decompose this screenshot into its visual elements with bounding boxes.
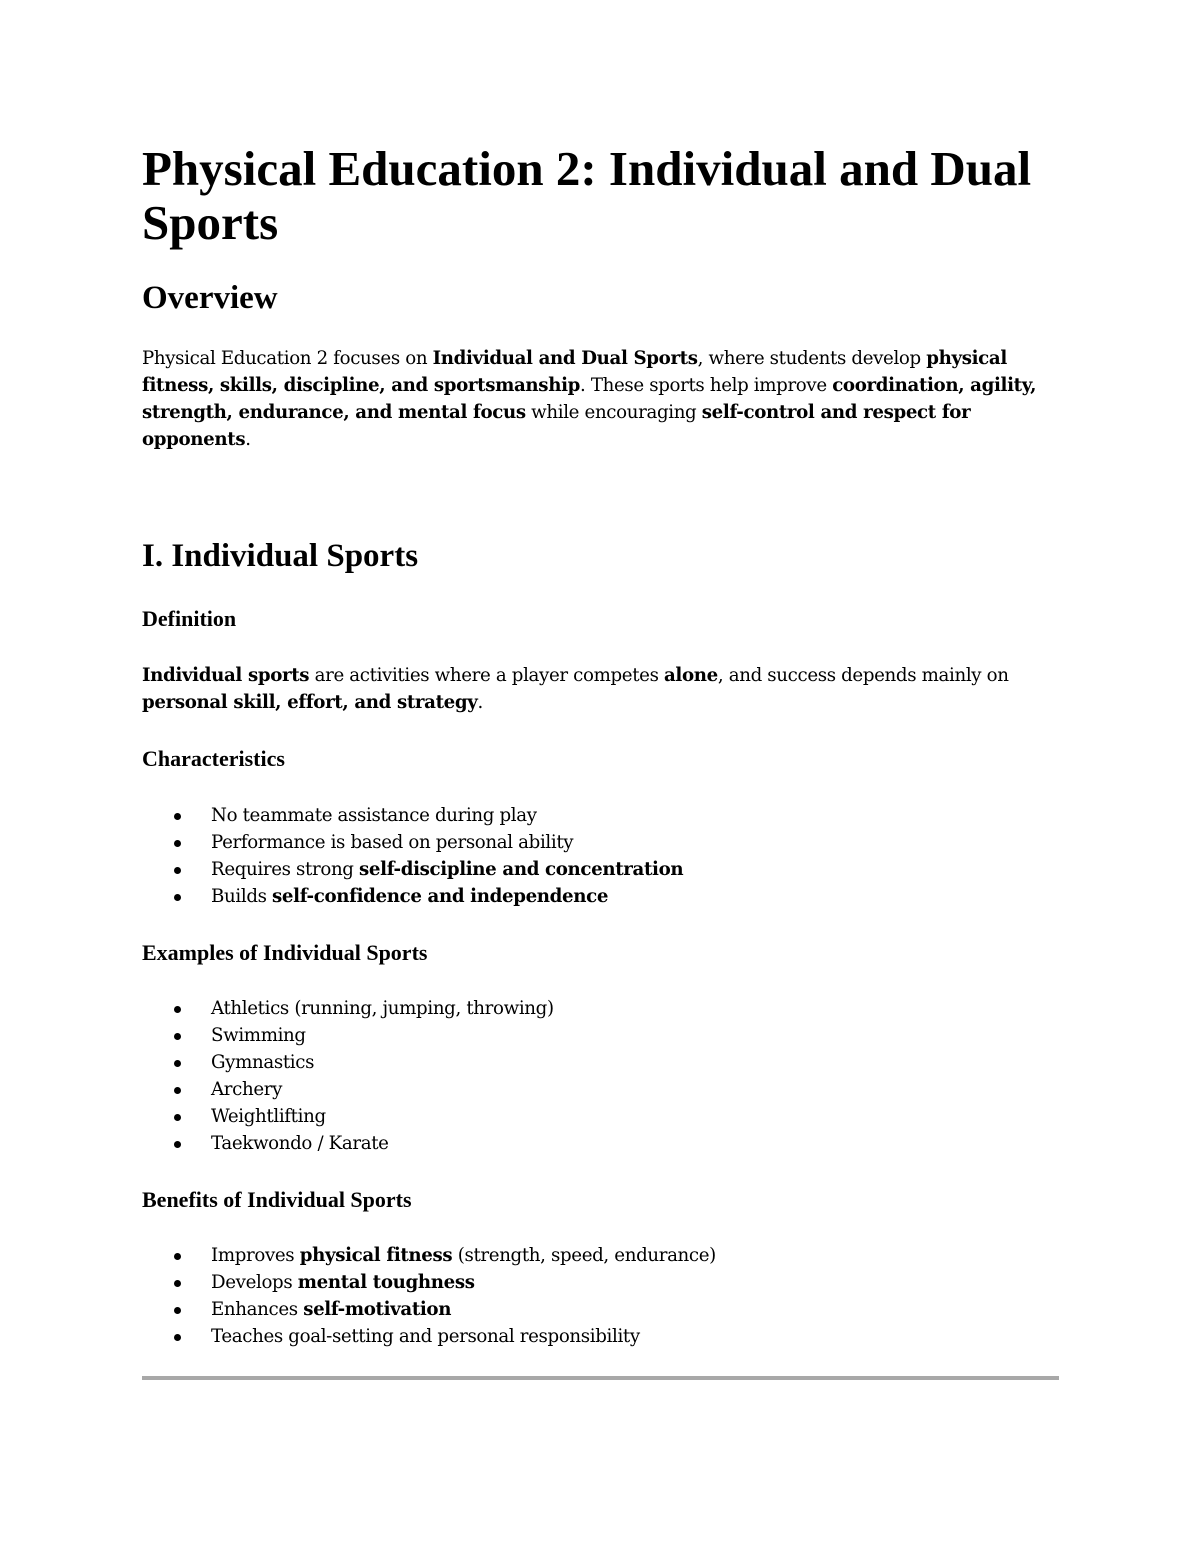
- list-item: [142, 1269, 1042, 1296]
- bullet-icon: [174, 1280, 181, 1287]
- bold-text-item-3-1: self-confidence and independence: [272, 886, 609, 907]
- list-item: [142, 1296, 1042, 1323]
- horizontal-rule: [142, 1376, 1059, 1380]
- bullet-icon: [174, 867, 181, 874]
- definition-heading: Definition: [142, 606, 237, 631]
- text-item-2-0: Gymnastics: [211, 1052, 315, 1073]
- list-item: [142, 883, 1042, 910]
- text-item-3-0: Builds: [211, 886, 273, 907]
- bold-text-definition-paragraph-4: personal skill, effort, and strategy: [142, 692, 478, 713]
- bullet-icon: [174, 1307, 181, 1314]
- bold-text-item-1-1: mental toughness: [297, 1272, 475, 1293]
- text-item-2-0: Requires strong: [211, 859, 360, 880]
- bold-text-overview-paragraph-1: Individual and Dual Sports: [432, 348, 698, 369]
- bullet-icon: [174, 813, 181, 820]
- text-item-0-0: Improves: [211, 1245, 300, 1266]
- bullet-icon: [174, 1087, 181, 1094]
- bold-text-overview-paragraph-7: self-control and respect for opponents: [142, 402, 971, 450]
- text-item-0-0: No teammate assistance during play: [211, 805, 537, 826]
- bullet-icon: [174, 894, 181, 901]
- list-item: [142, 995, 1042, 1022]
- text-definition-paragraph-3: , and success depends mainly on: [717, 665, 1009, 686]
- text-item-5-0: Taekwondo / Karate: [211, 1133, 389, 1154]
- text-overview-paragraph-6: while encouraging: [525, 402, 702, 423]
- individual-sports-heading: I. Individual Sports: [142, 538, 419, 574]
- definition-paragraph: [142, 662, 1058, 716]
- characteristics-heading: Characteristics: [142, 746, 285, 771]
- bullet-icon: [174, 1334, 181, 1341]
- text-item-3-0: Archery: [211, 1079, 283, 1100]
- list-item: [142, 1242, 1042, 1269]
- bold-text-item-2-1: self-motivation: [303, 1299, 452, 1320]
- text-item-3-0: Teaches goal-setting and personal responsibility: [211, 1326, 640, 1347]
- list-item: [142, 1103, 1042, 1130]
- text-item-2-0: Enhances: [211, 1299, 304, 1320]
- examples-heading: Examples of Individual Sports: [142, 940, 428, 965]
- document-title: Physical Education 2: Individual and Dual Sports: [142, 141, 1032, 250]
- bold-text-item-2-1: self-discipline and concentration: [359, 859, 684, 880]
- text-item-1-0: Swimming: [211, 1025, 306, 1046]
- text-item-4-0: Weightlifting: [211, 1106, 326, 1127]
- bullet-icon: [174, 1060, 181, 1067]
- text-item-0-2: (strength, speed, endurance): [452, 1245, 716, 1266]
- bullet-icon: [174, 840, 181, 847]
- text-overview-paragraph-2: , where students develop: [697, 348, 927, 369]
- overview-paragraph: [142, 345, 1058, 453]
- bullet-icon: [174, 1033, 181, 1040]
- text-overview-paragraph-0: Physical Education 2 focuses on: [142, 348, 433, 369]
- text-item-1-0: Develops: [211, 1272, 298, 1293]
- bullet-icon: [174, 1253, 181, 1260]
- benefits-list: [142, 1242, 1042, 1350]
- text-item-1-0: Performance is based on personal ability: [211, 832, 574, 853]
- bold-text-definition-paragraph-2: alone: [663, 665, 718, 686]
- list-item: [142, 829, 1042, 856]
- list-item: [142, 1049, 1042, 1076]
- bullet-icon: [174, 1141, 181, 1148]
- text-overview-paragraph-8: .: [245, 429, 251, 450]
- examples-list: [142, 995, 1042, 1157]
- characteristics-list: [142, 802, 1042, 910]
- bold-text-overview-paragraph-3: physical fitness, skills, discipline, and sportsmanship: [142, 348, 1007, 396]
- list-item: [142, 802, 1042, 829]
- benefits-heading: Benefits of Individual Sports: [142, 1187, 412, 1212]
- list-item: [142, 1130, 1042, 1157]
- bullet-icon: [174, 1114, 181, 1121]
- bold-text-item-0-1: physical fitness: [299, 1245, 453, 1266]
- text-overview-paragraph-4: . These sports help improve: [580, 375, 833, 396]
- overview-heading: Overview: [142, 280, 278, 316]
- list-item: [142, 1076, 1042, 1103]
- text-definition-paragraph-5: .: [477, 692, 483, 713]
- bold-text-definition-paragraph-0: Individual sports: [142, 665, 310, 686]
- bullet-icon: [174, 1006, 181, 1013]
- list-item: [142, 1022, 1042, 1049]
- list-item: [142, 856, 1042, 883]
- text-definition-paragraph-1: are activities where a player competes: [309, 665, 664, 686]
- list-item: [142, 1323, 1042, 1350]
- bold-text-overview-paragraph-5: coordination, agility, strength, endurance, and mental focus: [142, 375, 1037, 423]
- text-item-0-0: Athletics (running, jumping, throwing): [211, 998, 554, 1019]
